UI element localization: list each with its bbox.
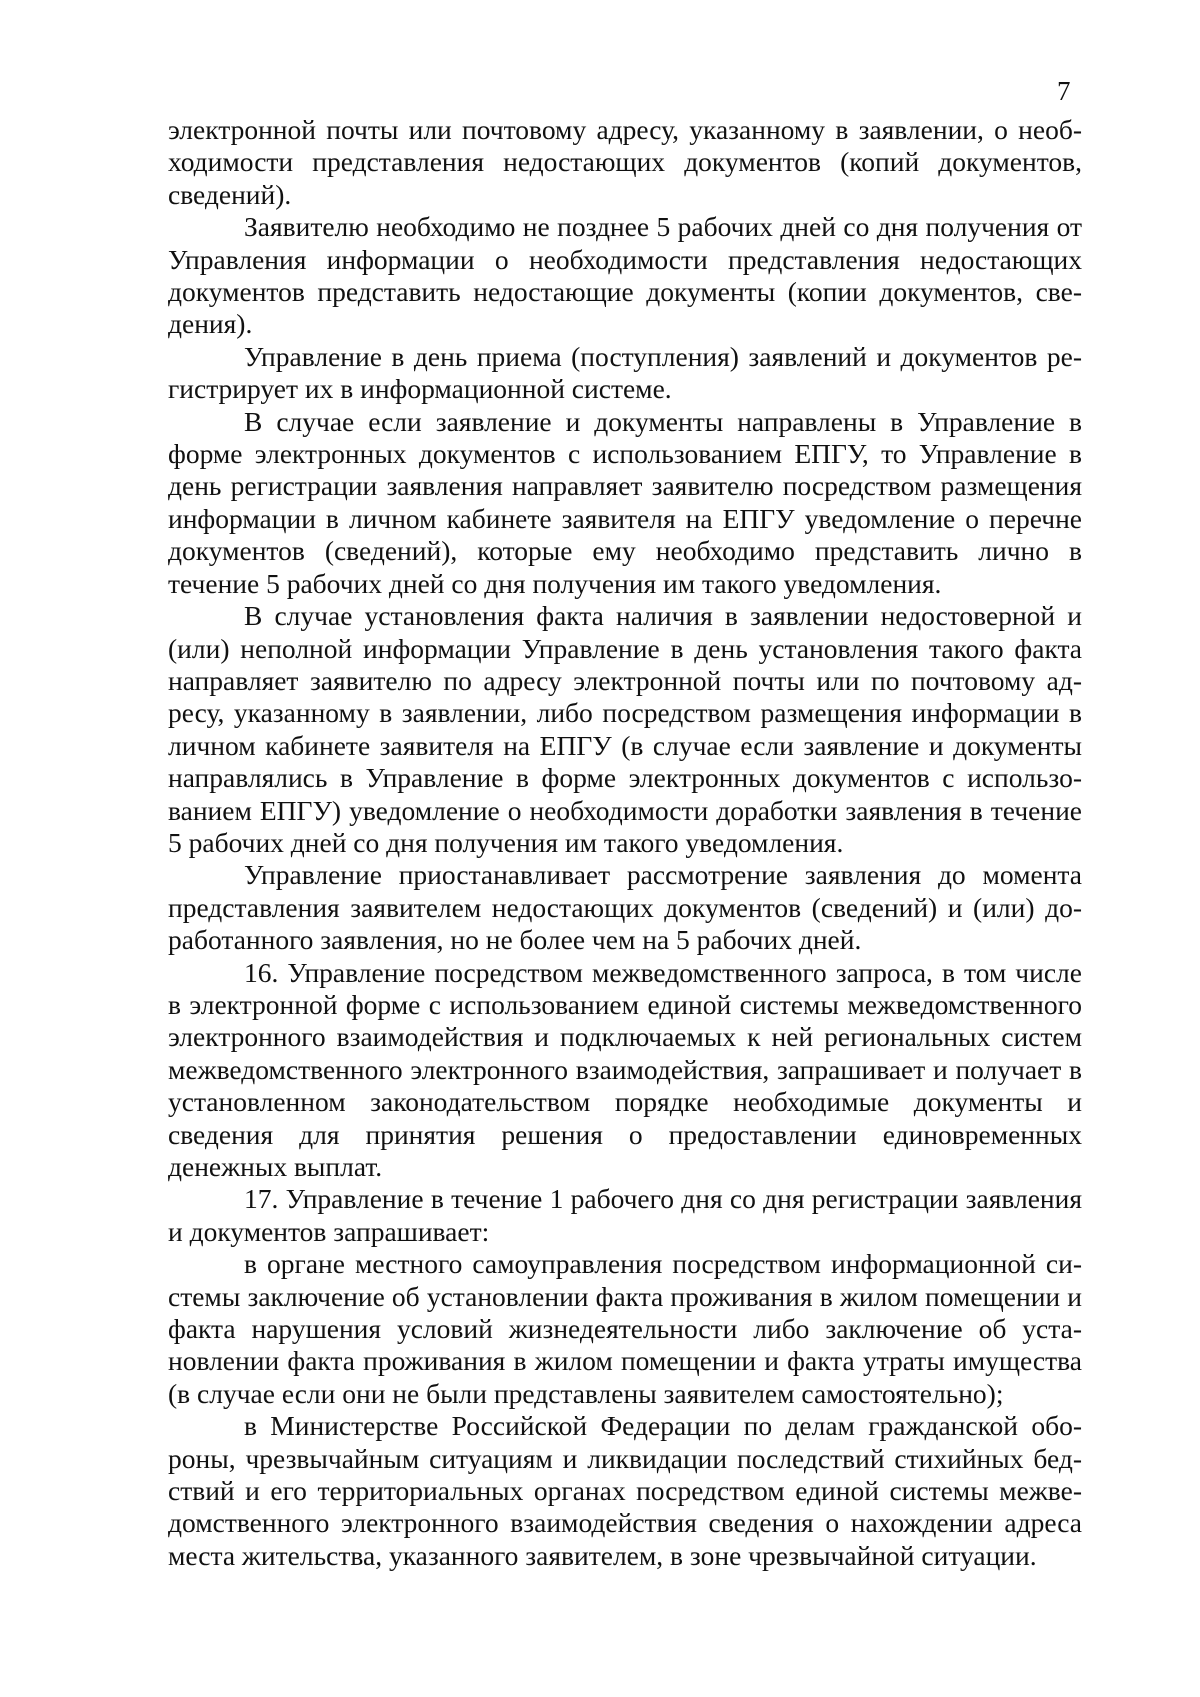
body-text xyxy=(168,114,1082,1572)
page-number: 7 xyxy=(1057,76,1071,106)
paragraph: В случае если заявление и документы направлены в Управление в форме электронных документов с использованием ЕПГУ, то Управление в день регистрации заявления направляет заявителю посредством размещения информации в личном кабинете заявителя на ЕПГУ уведомление о перечне документов (сведений), которые ему необходимо представить лично в течение 5 рабочих дней со дня получения им такого уведомления. xyxy=(168,405,1082,599)
paragraph-subitem: в Министерстве Российской Федерации по делам гражданской обороны, чрезвычайным ситуациям и ликвидации последствий стихийных бедствий и его территориальных органах посредством единой системы межведомственного электронного взаимодействия сведения о нахождении адреса места жительства, указанного заявителем, в зоне чрезвычайной ситуации. xyxy=(168,1410,1082,1571)
paragraph-subitem: в органе местного самоуправления посредством информационной системы заключение об установлении факта проживания в жилом помещении и факта нарушения условий жизнедеятельности либо заключение об установлении факта проживания в жилом помещении и факта утраты имущества (в случае если они не были представлены заявителем самостоятельно); xyxy=(168,1248,1082,1409)
paragraph: Управление в день приема (поступления) заявлений и документов регистрирует их в информационной системе. xyxy=(168,340,1082,405)
paragraph: Управление приостанавливает рассмотрение заявления до момента представления заявителем недостающих документов (сведений) и (или) доработанного заявления, но не более чем на 5 рабочих дней. xyxy=(168,859,1082,956)
paragraph: В случае установления факта наличия в заявлении недостоверной и (или) неполной информации Управление в день установления такого факта направляет заявителю по адресу электронной почты или по почтовому адресу, указанному в заявлении, либо посредством размещения информации в личном кабинете заявителя на ЕПГУ (в случае если заявление и документы направлялись в Управление в форме электронных документов с использованием ЕПГУ) уведомление о необходимости доработки заявления в течение 5 рабочих дней со дня получения им такого уведомления. xyxy=(168,600,1082,858)
paragraph-item-16: 16. Управление посредством межведомственного запроса, в том числе в электронной форме с использованием единой системы межведомственного электронного взаимодействия и подключаемых к ней региональных систем межведомственного электронного взаимодействия, запрашивает и получает в установленном законодательством порядке необходимые документы и сведения для принятия решения о предоставлении единовременных денежных выплат. xyxy=(168,956,1082,1182)
paragraph-continuation: электронной почты или почтовому адресу, указанному в заявлении, о необходимости представления недостающих документов (копий документов, сведений). xyxy=(168,114,1082,210)
paragraph-item-17: 17. Управление в течение 1 рабочего дня со дня регистрации заявления и документов запрашивает: xyxy=(168,1183,1082,1247)
paragraph: Заявителю необходимо не позднее 5 рабочих дней со дня получения от Управления информации о необходимости представления недостающих документов представить недостающие документы (копии документов, сведения). xyxy=(168,211,1082,340)
